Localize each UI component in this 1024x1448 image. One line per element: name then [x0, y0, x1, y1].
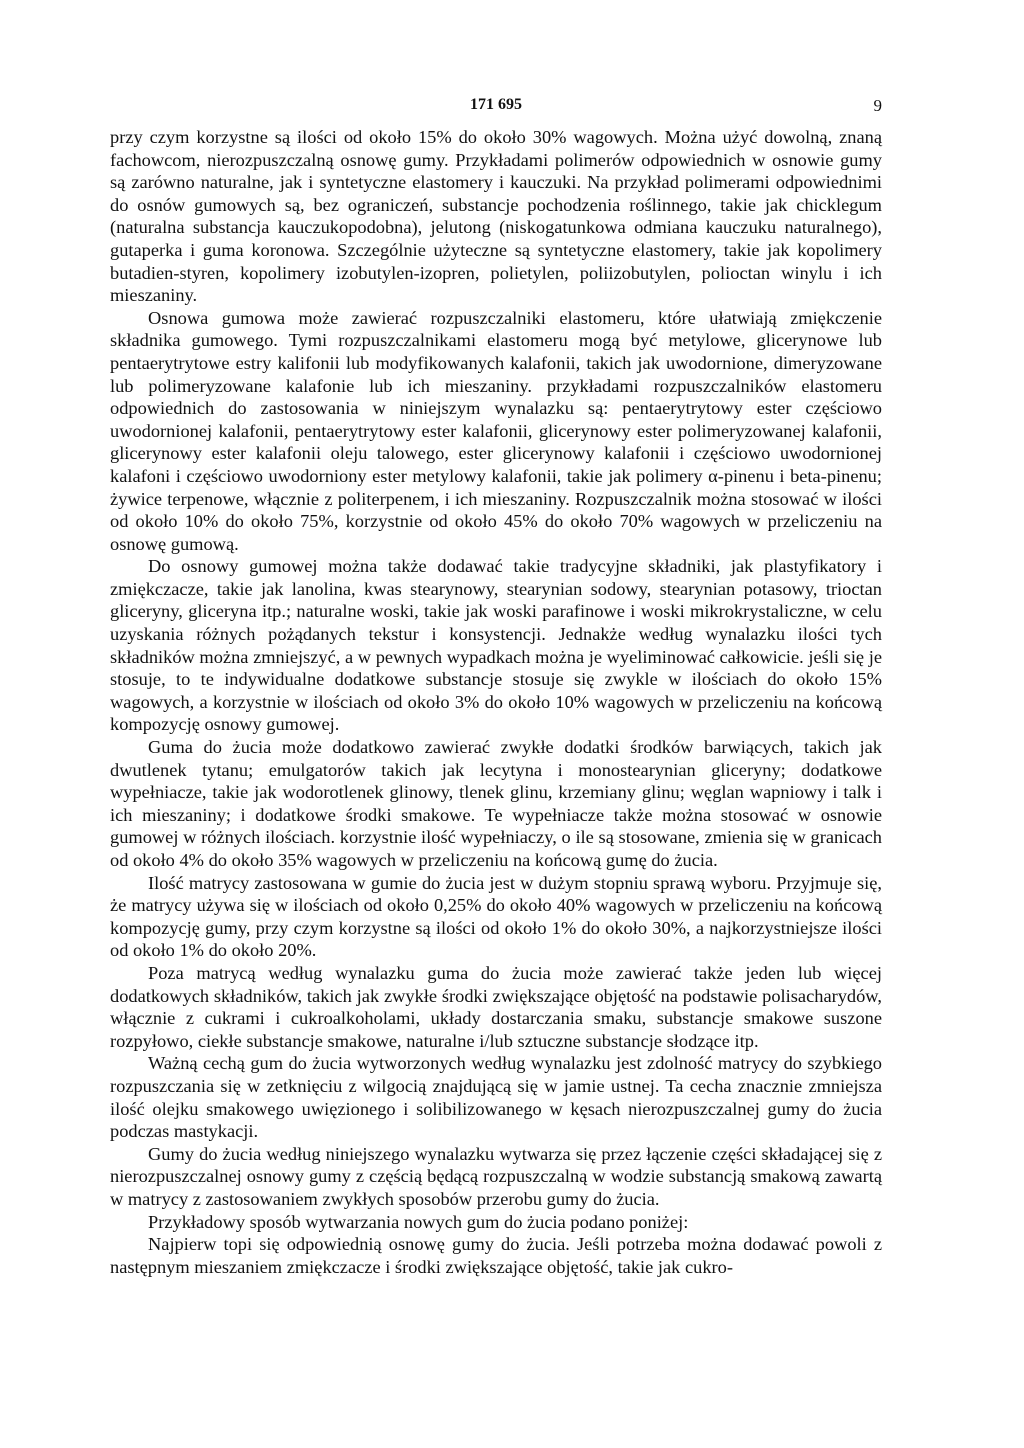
paragraph: Najpierw topi się odpowiednią osnowę gumy do żucia. Jeśli potrzeba można dodawać powoli z następnym mieszaniem zmiękczacze i środki zwiększające objętość, takie jak cukro-: [110, 1234, 882, 1277]
paragraph: przy czym korzystne są ilości od około 15% do około 30% wagowych. Można użyć dowolną, znaną fachowcom, nierozpuszczalną osnowę gumy. Przykładami polimerów odpowiednich w osnowie gumy są zarówno naturalne, jak i syntetyczne elastomery i kauczuki. Na przykład polimerami odpowiednimi do osnów gumowych są, bez ograniczeń, substancje pochodzenia roślinnego, takie jak chicklegum (naturalna substancja kauczukopodobna), jelutong (niskogatunkowa odmiana kauczuku naturalnego), gutaperka i guma koronowa. Szczególnie użyteczne są syntetyczne elastomery, takie jak kopolimery butadien-styren, kopolimery izobutylen-izopren, polietylen, poliizobutylen, polioctan winylu i ich mieszaniny.: [110, 127, 882, 306]
paragraph: Do osnowy gumowej można także dodawać takie tradycyjne składniki, jak plastyfikatory i zmiękczacze, takie jak lanolina, kwas stearynowy, stearynian sodowy, stearynian potasowy, trioctan gliceryny, gliceryna itp.; naturalne woski, takie jak woski parafinowe i woski mikrokrystaliczne, w celu uzyskania różnych pożądanych tekstur i konsystencji. Jednakże według wynalazku ilości tych składników można zmniejszyć, a w pewnych wypadkach można je wyeliminować całkowicie. jeśli się je stosuje, to te indywidualne dodatkowe substancje stosuje się zwykle w ilościach do około 15% wagowych, a korzystnie w ilościach od około 3% do około 10% wagowych w przeliczeniu na końcową kompozycję osnowy gumowej.: [110, 556, 882, 735]
paragraph: Gumy do żucia według niniejszego wynalazku wytwarza się przez łączenie części składającej się z nierozpuszczalnej osnowy gumy z częścią będącą rozpuszczalną w wodzie substancją smakową zawartą w matrycy z zastosowaniem zwykłych sposobów przerobu gumy do żucia.: [110, 1143, 882, 1209]
document-code: 171 695: [470, 96, 522, 113]
paragraph: Guma do żucia może dodatkowo zawierać zwykłe dodatki środków barwiących, takich jak dwutlenek tytanu; emulgatorów takich jak lecytyna i monostearynian gliceryny; dodatkowe wypełniacze, takie jak wodorotlenek glinowy, tlenek glinu, krzemiany glinu; węglan wapniowy i talk i ich mieszaniny; i dodatkowe środki smakowe. Te wypełniacze także można stosować w osnowie gumowej w różnych ilościach. korzystnie ilość wypełniaczy, o ile są stosowane, zmienia się w granicach od około 4% do około 35% wagowych w przeliczeniu na końcową gumę do żucia.: [110, 737, 882, 870]
paragraph: Ilość matrycy zastosowana w gumie do żucia jest w dużym stopniu sprawą wyboru. Przyjmuje się, że matrycy używa się w ilościach od około 0,25% do około 40% wagowych w przeliczeniu na końcową kompozycję gumy, przy czym korzystne są ilości od około 1% do około 30%, a najkorzystniejsze ilości od około 1% do około 20%.: [110, 872, 882, 961]
page-number: 9: [873, 96, 882, 115]
paragraph: Przykładowy sposób wytwarzania nowych gum do żucia podano poniżej:: [148, 1211, 689, 1232]
paragraph: Ważną cechą gum do żucia wytworzonych według wynalazku jest zdolność matrycy do szybkiego rozpuszczania się w zetknięciu z wilgocią znajdującą się w jamie ustnej. Ta cecha znacznie zmniejsza ilość olejku smakowego uwięzionego i solibilizowanego w kęsach nierozpuszczalnej gumy do żucia podczas mastykacji.: [110, 1053, 882, 1142]
body-text: [110, 126, 882, 1278]
page-header: [110, 96, 882, 120]
paragraph: Osnowa gumowa może zawierać rozpuszczalniki elastomeru, które ułatwiają zmiękczenie składnika gumowego. Tymi rozpuszczalnikami elastomeru mogą być metylowe, glicerynowe lub pentaerytrytowe estry kalifonii lub modyfikowanych kalafonii, takich jak uwodornione, dimeryzowane lub polimeryzowane kalafonie lub ich mieszaniny. przykładami rozpuszczalników elastomeru odpowiednich do zastosowania w niniejszym wynalazku są: pentaerytrytowy ester częściowo uwodornionej kalafonii, pentaerytrytowy ester kalafonii, glicerynowy ester polimeryzowanej kalafonii, glicerynowy ester kalafonii oleju talowego, ester glicerynowy kalafonii i częściowo uwodornionej kalafoni i częściowo uwodorniony ester metylowy kalafonii, takie jak polimery α-pinenu i beta-pinenu; żywice terpenowe, włącznie z politerpenem, i ich mieszaniny. Rozpuszczalnik można stosować w ilości od około 10% do około 75%, korzystnie od około 45% do około 70% wagowych w przeliczeniu na osnowę gumową.: [110, 307, 882, 554]
paragraph: Poza matrycą według wynalazku guma do żucia może zawierać także jeden lub więcej dodatkowych składników, takich jak zwykłe środki zwiększające objętość na podstawie polisacharydów, włącznie z cukrami i cukroalkoholami, układy dostarczania smaku, substancje smakowe suszone rozpyłowo, ciekłe substancje smakowe, naturalne i/lub sztuczne substancje słodzące itp.: [110, 962, 882, 1051]
